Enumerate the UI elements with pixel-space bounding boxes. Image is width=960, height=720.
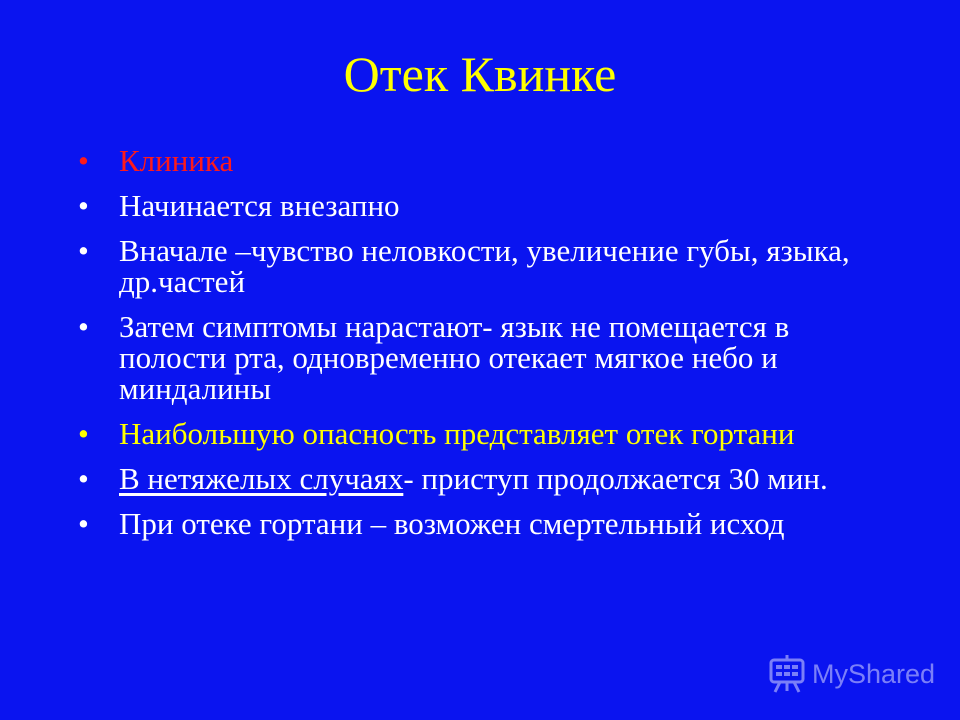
bullet-list: [78, 145, 878, 553]
bullet-text: Начинается внезапно: [119, 188, 400, 223]
bullet-item: [78, 311, 878, 404]
bullet-dot: •: [78, 233, 89, 268]
bullet-item: [78, 418, 878, 449]
underlined-phrase: В нетяжелых случаях: [119, 461, 404, 496]
bullet-item: [78, 508, 878, 539]
bullet-dot: •: [78, 143, 89, 178]
watermark: [768, 652, 935, 696]
watermark-text: MyShared: [812, 658, 936, 689]
bullet-item: [78, 235, 878, 297]
bullet-text: При отеке гортани – возможен смертельный исход: [119, 506, 785, 541]
bullet-item: [78, 145, 878, 176]
bullet-text: Наибольшую опасность представляет отек гортани: [119, 416, 795, 451]
presentation-board-icon: [768, 654, 806, 694]
bullet-item: [78, 463, 878, 494]
bullet-text: [119, 461, 828, 496]
slide-title: Отек Квинке: [343, 46, 617, 102]
bullet-item: [78, 190, 878, 221]
bullet-dot: •: [78, 188, 89, 223]
bullet-dot: •: [78, 506, 89, 541]
bullet-text: Вначале –чувство неловкости, увеличение губы, языка, др.частей: [119, 233, 850, 299]
bullet-text-rest: - приступ продолжается 30 мин.: [403, 461, 828, 496]
bullet-text: Клиника: [119, 143, 234, 178]
bullet-dot: •: [78, 309, 89, 344]
bullet-dot: •: [78, 416, 89, 451]
bullet-text: Затем симптомы нарастают- язык не помещается в полости рта, одновременно отекает мягкое небо и миндалины: [119, 309, 790, 406]
bullet-dot: •: [78, 461, 89, 496]
